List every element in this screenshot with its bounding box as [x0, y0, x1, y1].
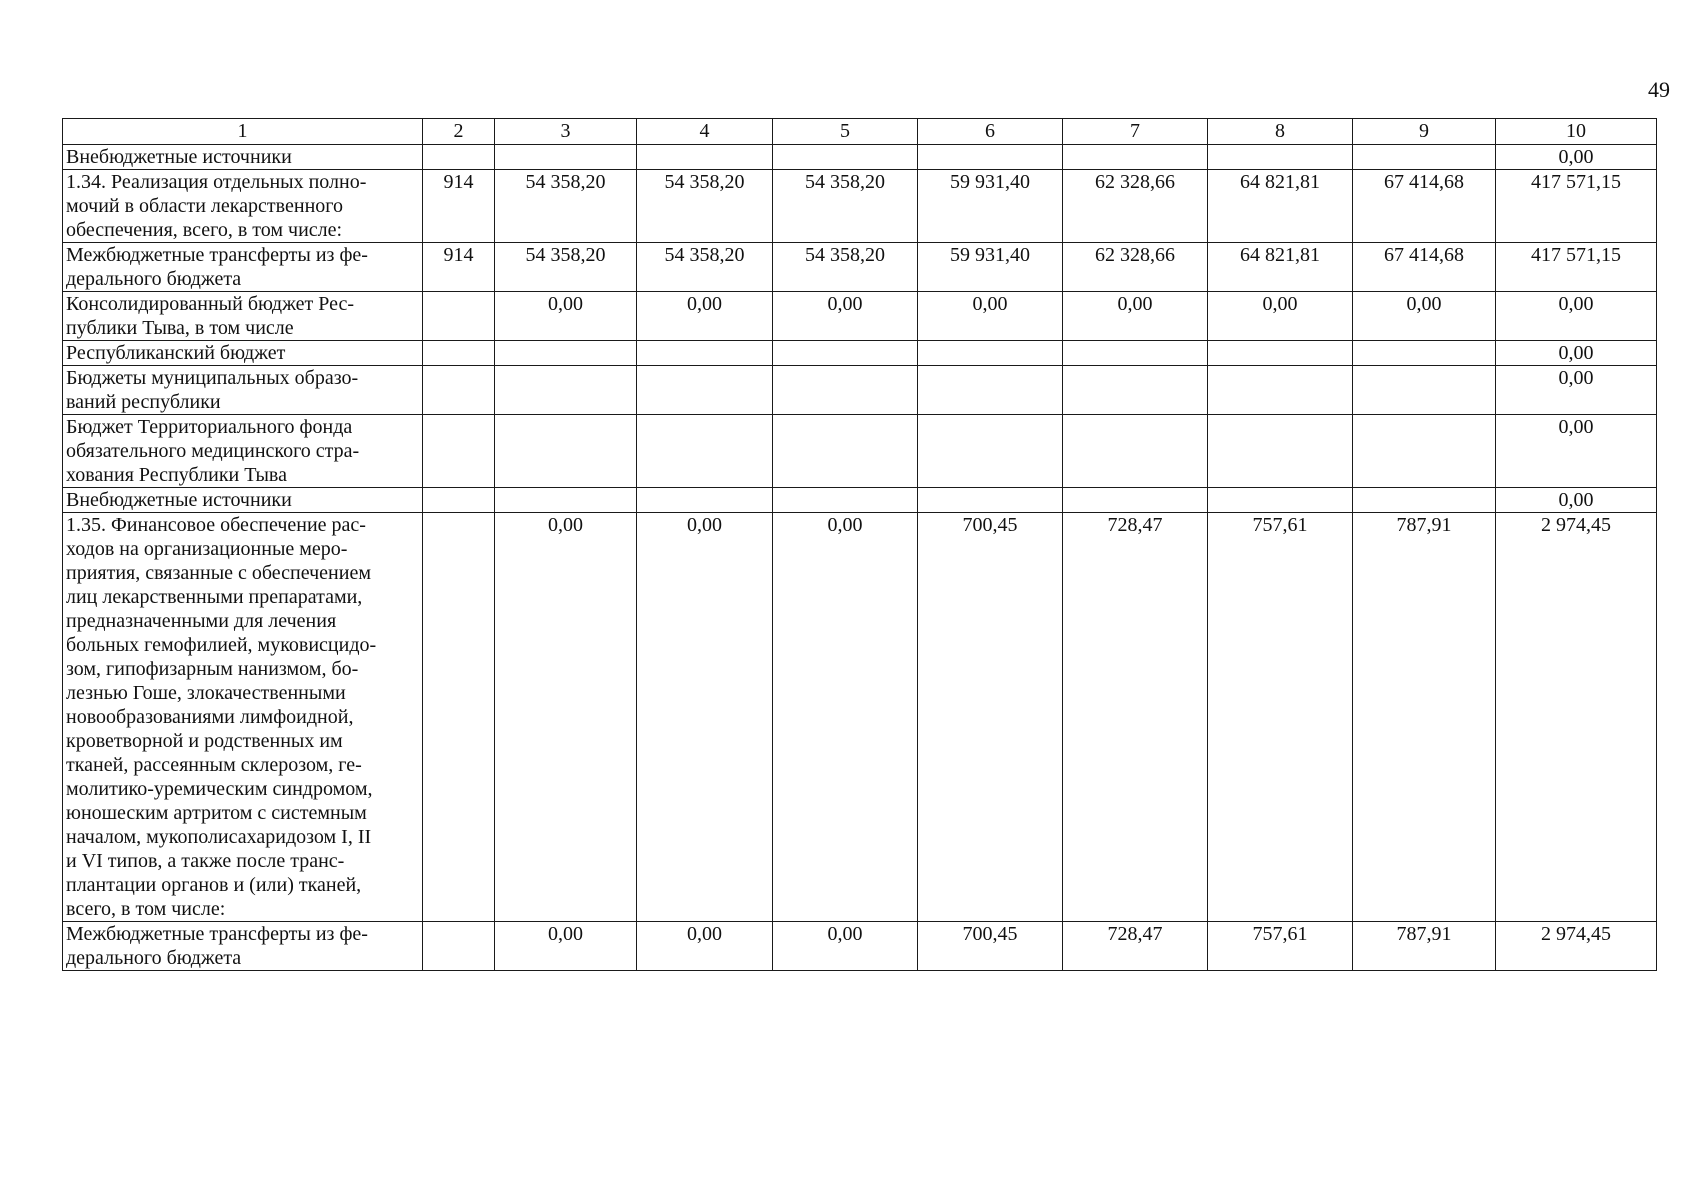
cell-col-4 [637, 488, 773, 513]
cell-col-7: 62 328,66 [1063, 243, 1208, 292]
cell-col-10: 0,00 [1496, 292, 1657, 341]
row-label: Республиканский бюджет [63, 341, 423, 366]
table-row [63, 513, 1657, 922]
cell-col-8: 757,61 [1208, 513, 1353, 922]
cell-col-6: 59 931,40 [918, 170, 1063, 243]
cell-col-2 [423, 292, 495, 341]
cell-col-4 [637, 415, 773, 488]
table-row [63, 366, 1657, 415]
cell-col-4: 0,00 [637, 922, 773, 971]
cell-col-7 [1063, 341, 1208, 366]
table-row [63, 488, 1657, 513]
cell-col-7 [1063, 488, 1208, 513]
cell-col-10: 0,00 [1496, 341, 1657, 366]
row-label: Бюджет Территориального фонда обязательного медицинского стра- хования Республики Тыва [63, 415, 423, 488]
cell-col-7 [1063, 145, 1208, 170]
cell-col-2 [423, 366, 495, 415]
cell-col-4: 54 358,20 [637, 243, 773, 292]
cell-col-8 [1208, 488, 1353, 513]
cell-col-9 [1353, 415, 1496, 488]
row-label: Межбюджетные трансферты из фе- дерального бюджета [63, 243, 423, 292]
cell-col-5 [773, 341, 918, 366]
cell-col-2 [423, 513, 495, 922]
cell-col-8 [1208, 415, 1353, 488]
cell-col-9: 787,91 [1353, 922, 1496, 971]
cell-col-6 [918, 341, 1063, 366]
cell-col-2: 914 [423, 243, 495, 292]
cell-col-2 [423, 488, 495, 513]
cell-col-3: 0,00 [495, 292, 637, 341]
cell-col-7 [1063, 366, 1208, 415]
cell-col-9: 787,91 [1353, 513, 1496, 922]
cell-col-9: 67 414,68 [1353, 243, 1496, 292]
cell-col-6: 59 931,40 [918, 243, 1063, 292]
cell-col-9: 0,00 [1353, 292, 1496, 341]
table-row [63, 415, 1657, 488]
row-label: Консолидированный бюджет Рес- публики Тыва, в том числе [63, 292, 423, 341]
cell-col-2 [423, 341, 495, 366]
cell-col-4: 54 358,20 [637, 170, 773, 243]
cell-col-8: 757,61 [1208, 922, 1353, 971]
cell-col-2 [423, 415, 495, 488]
cell-col-6 [918, 488, 1063, 513]
table-row [63, 292, 1657, 341]
column-header: 2 [423, 119, 495, 145]
table-row [63, 922, 1657, 971]
cell-col-8: 0,00 [1208, 292, 1353, 341]
row-label: 1.35. Финансовое обеспечение рас- ходов на организационные меро- приятия, связанные с обеспечением лиц лекарственными препаратами, предназначенными для лечения больных гемофилией, муковисцидо- зом, гипофизарным нанизмом, бо- лезнью Гоше, злокачественными новообразованиями лимфоидной, кроветворной и родственных им тканей, рассеянным склерозом, ге- молитико-уремическим синдромом, юношеским артритом с системным началом, мукополисахаридозом I, II и VI типов, а также после транс- плантации органов и (или) тканей, всего, в том числе: [63, 513, 423, 922]
cell-col-10: 417 571,15 [1496, 170, 1657, 243]
cell-col-4: 0,00 [637, 513, 773, 922]
row-label: Внебюджетные источники [63, 488, 423, 513]
column-header: 8 [1208, 119, 1353, 145]
cell-col-9: 67 414,68 [1353, 170, 1496, 243]
cell-col-7: 0,00 [1063, 292, 1208, 341]
column-header: 4 [637, 119, 773, 145]
column-header: 7 [1063, 119, 1208, 145]
cell-col-10: 2 974,45 [1496, 922, 1657, 971]
row-label: Бюджеты муниципальных образо- ваний республики [63, 366, 423, 415]
cell-col-7: 728,47 [1063, 922, 1208, 971]
cell-col-3 [495, 145, 637, 170]
cell-col-5: 54 358,20 [773, 243, 918, 292]
cell-col-8: 64 821,81 [1208, 243, 1353, 292]
page-number: 49 [1648, 77, 1670, 102]
cell-col-6: 700,45 [918, 513, 1063, 922]
cell-col-2 [423, 922, 495, 971]
cell-col-5 [773, 415, 918, 488]
cell-col-8 [1208, 145, 1353, 170]
row-label: Внебюджетные источники [63, 145, 423, 170]
table-header-row [63, 119, 1657, 145]
cell-col-5: 0,00 [773, 922, 918, 971]
cell-col-6 [918, 145, 1063, 170]
column-header: 3 [495, 119, 637, 145]
row-label: Межбюджетные трансферты из фе- дерального бюджета [63, 922, 423, 971]
row-label: 1.34. Реализация отдельных полно- мочий в области лекарственного обеспечения, всего, в том числе: [63, 170, 423, 243]
cell-col-9 [1353, 488, 1496, 513]
cell-col-8: 64 821,81 [1208, 170, 1353, 243]
table-row [63, 243, 1657, 292]
cell-col-7 [1063, 415, 1208, 488]
cell-col-10: 417 571,15 [1496, 243, 1657, 292]
budget-table [62, 118, 1657, 971]
cell-col-3 [495, 488, 637, 513]
column-header: 9 [1353, 119, 1496, 145]
cell-col-4 [637, 366, 773, 415]
cell-col-8 [1208, 341, 1353, 366]
column-header: 6 [918, 119, 1063, 145]
cell-col-7: 62 328,66 [1063, 170, 1208, 243]
cell-col-9 [1353, 341, 1496, 366]
cell-col-3 [495, 341, 637, 366]
cell-col-9 [1353, 366, 1496, 415]
cell-col-10: 2 974,45 [1496, 513, 1657, 922]
cell-col-8 [1208, 366, 1353, 415]
cell-col-4: 0,00 [637, 292, 773, 341]
cell-col-3 [495, 366, 637, 415]
cell-col-6 [918, 366, 1063, 415]
table-row [63, 341, 1657, 366]
cell-col-3: 0,00 [495, 513, 637, 922]
cell-col-3 [495, 415, 637, 488]
cell-col-10: 0,00 [1496, 366, 1657, 415]
column-header: 5 [773, 119, 918, 145]
cell-col-4 [637, 145, 773, 170]
cell-col-10: 0,00 [1496, 145, 1657, 170]
cell-col-9 [1353, 145, 1496, 170]
cell-col-6: 700,45 [918, 922, 1063, 971]
cell-col-6 [918, 415, 1063, 488]
cell-col-5 [773, 488, 918, 513]
cell-col-2 [423, 145, 495, 170]
cell-col-5: 0,00 [773, 292, 918, 341]
cell-col-5: 0,00 [773, 513, 918, 922]
cell-col-5: 54 358,20 [773, 170, 918, 243]
cell-col-10: 0,00 [1496, 488, 1657, 513]
cell-col-3: 54 358,20 [495, 170, 637, 243]
cell-col-10: 0,00 [1496, 415, 1657, 488]
cell-col-3: 0,00 [495, 922, 637, 971]
column-header: 10 [1496, 119, 1657, 145]
cell-col-5 [773, 145, 918, 170]
cell-col-6: 0,00 [918, 292, 1063, 341]
table-row [63, 145, 1657, 170]
column-header: 1 [63, 119, 423, 145]
cell-col-2: 914 [423, 170, 495, 243]
cell-col-7: 728,47 [1063, 513, 1208, 922]
cell-col-3: 54 358,20 [495, 243, 637, 292]
cell-col-5 [773, 366, 918, 415]
cell-col-4 [637, 341, 773, 366]
table-row [63, 170, 1657, 243]
